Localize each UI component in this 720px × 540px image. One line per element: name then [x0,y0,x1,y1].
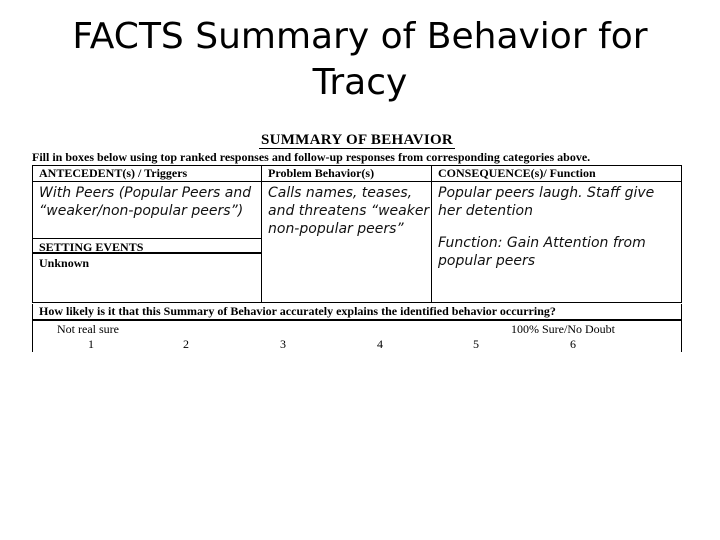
function-response[interactable]: Function: Gain Attention from popular peers [438,235,646,269]
scale-option-1[interactable]: 1 [88,337,94,351]
form-instructions: Fill in boxes below using top ranked responses and follow-up responses from corresponding categories above. [32,150,591,164]
antecedent-column [33,166,262,302]
summary-table [32,165,682,303]
problem-behavior-column [262,166,432,302]
scale-option-5[interactable]: 5 [473,337,479,351]
setting-events-header: SETTING EVENTS [33,238,261,254]
slide-title [40,14,680,106]
scale-option-4[interactable]: 4 [377,337,383,351]
likelihood-section [32,304,682,352]
problem-behavior-header: Problem Behavior(s) [262,166,431,182]
antecedent-header: ANTECEDENT(s) / Triggers [33,166,261,182]
summary-of-behavior-form [32,132,682,352]
scale-option-3[interactable]: 3 [280,337,286,351]
form-heading: SUMMARY OF BEHAVIOR [260,132,454,148]
scale-option-6[interactable]: 6 [570,337,576,351]
consequence-header: CONSEQUENCE(s)/ Function [432,166,681,182]
consequence-column [432,166,681,302]
scale-option-2[interactable]: 2 [183,337,189,351]
consequence-response[interactable]: Popular peers laugh. Staff give her detention [438,185,655,219]
likelihood-question: How likely is it that this Summary of Behavior accurately explains the identified behavior occurring? [33,304,681,321]
slide-title-line-1: FACTS Summary of Behavior for [72,16,648,57]
setting-events-response[interactable]: Unknown [39,256,90,270]
antecedent-response[interactable]: With Peers (Popular Peers and “weaker/non-popular peers”) [39,185,252,219]
slide-title-line-2: Tracy [312,62,408,103]
scale-left-label: Not real sure [57,322,119,336]
scale-right-label: 100% Sure/No Doubt [511,322,615,336]
problem-behavior-response[interactable]: Calls names, teases, and threatens “weaker non-popular peers” [268,185,430,237]
